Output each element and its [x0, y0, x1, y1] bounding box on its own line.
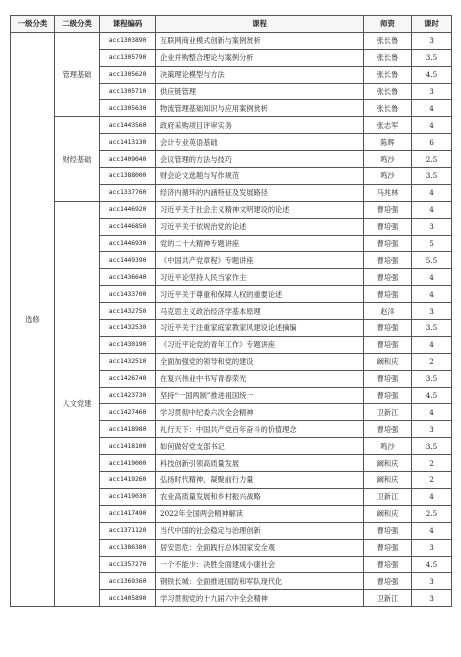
course-name: 物流管理基础知识与应用案例赏析 [156, 100, 364, 117]
course-teacher: 曹培强 [364, 573, 412, 590]
course-teacher: 曹培强 [364, 522, 412, 539]
course-teacher: 曹培强 [364, 235, 412, 252]
course-code: acc1413130 [100, 134, 156, 151]
course-teacher: 张志军 [364, 117, 412, 134]
course-hours: 4.5 [412, 387, 452, 404]
table-row [11, 117, 452, 134]
course-code: acc1446850 [100, 218, 156, 235]
course-code: acc1419030 [100, 488, 156, 505]
course-code: acc1305620 [100, 66, 156, 83]
course-teacher: 曹培强 [364, 336, 412, 353]
course-code: acc1305790 [100, 49, 156, 66]
course-teacher: 阚和庆 [364, 455, 412, 472]
course-code: acc1418100 [100, 438, 156, 455]
course-hours: 5 [412, 235, 452, 252]
course-hours: 3 [412, 539, 452, 556]
level2-category: 管理基础 [55, 32, 100, 116]
course-code: acc1443560 [100, 117, 156, 134]
course-teacher: 张长鲁 [364, 100, 412, 117]
course-hours: 4 [412, 404, 452, 421]
course-teacher: 曹培强 [364, 218, 412, 235]
course-code: acc1426740 [100, 370, 156, 387]
course-hours: 4 [412, 269, 452, 286]
header-level1: 一级分类 [11, 16, 55, 33]
course-teacher: 卫新江 [364, 404, 412, 421]
table-row [11, 32, 452, 49]
course-code: acc1305710 [100, 83, 156, 100]
course-name: 会议管理的方法与技巧 [156, 151, 364, 168]
course-code: acc1305630 [100, 100, 156, 117]
course-hours: 6 [412, 134, 452, 151]
course-code: acc1449390 [100, 252, 156, 269]
course-name: 钢铁长城：全面推进国防和军队现代化 [156, 573, 364, 590]
header-level2: 二级分类 [55, 16, 100, 33]
course-name: 经济内循环的内涵特征及发展路径 [156, 184, 364, 201]
course-name: 马克思主义政治经济学基本原理 [156, 303, 364, 320]
course-name: 如何做好党支部书记 [156, 438, 364, 455]
course-teacher: 张长鲁 [364, 66, 412, 83]
course-teacher: 张长鲁 [364, 32, 412, 49]
course-name: 全面加强党的领导和党的建设 [156, 353, 364, 370]
course-name: 《中国共产党章程》专题讲座 [156, 252, 364, 269]
course-code: acc1357270 [100, 556, 156, 573]
course-name: 会计专业英语基础 [156, 134, 364, 151]
course-hours: 2 [412, 472, 452, 489]
course-teacher: 阚和庆 [364, 505, 412, 522]
course-code: acc1423730 [100, 387, 156, 404]
course-name: 一个不能少：决胜全面建成小康社会 [156, 556, 364, 573]
course-hours: 4 [412, 286, 452, 303]
course-teacher: 张长鲁 [364, 49, 412, 66]
course-code: acc1433700 [100, 286, 156, 303]
table-row [11, 201, 452, 218]
course-table-container [10, 15, 451, 607]
course-hours: 2.5 [412, 505, 452, 522]
course-name: 礼行天下：中国共产党百年奋斗的价值理念 [156, 421, 364, 438]
course-teacher: 曹培强 [364, 370, 412, 387]
course-code: acc1432510 [100, 353, 156, 370]
course-teacher: 曹培强 [364, 286, 412, 303]
course-code: acc1388000 [100, 168, 156, 185]
course-teacher: 卫新江 [364, 488, 412, 505]
course-name: 决策理论模型与方法 [156, 66, 364, 83]
course-teacher: 曹培强 [364, 556, 412, 573]
course-hours: 3 [412, 218, 452, 235]
course-name: 弘扬时代精神，凝聚前行力量 [156, 472, 364, 489]
course-name: 企业并购整合理论与案例分析 [156, 49, 364, 66]
course-teacher: 鸣沙 [364, 438, 412, 455]
course-code: acc1371120 [100, 522, 156, 539]
course-name: 财会论文选题与写作规范 [156, 168, 364, 185]
course-teacher: 曹培强 [364, 252, 412, 269]
course-hours: 3.5 [412, 438, 452, 455]
table-body [11, 32, 452, 606]
course-name: 科技创新引领高质量发展 [156, 455, 364, 472]
course-code: acc1432530 [100, 320, 156, 337]
course-hours: 3.5 [412, 168, 452, 185]
course-teacher: 曹培强 [364, 201, 412, 218]
course-hours: 4 [412, 184, 452, 201]
course-name: 当代中国的社会稳定与治理创新 [156, 522, 364, 539]
course-code: acc1432750 [100, 303, 156, 320]
course-code: acc1337760 [100, 184, 156, 201]
course-hours: 4.5 [412, 66, 452, 83]
course-name: 学习贯彻党的十九届六中全会精神 [156, 590, 364, 607]
course-name: 居安思危：全面践行总体国家安全观 [156, 539, 364, 556]
course-teacher: 曹培强 [364, 269, 412, 286]
course-code: acc1369360 [100, 573, 156, 590]
course-name: 互联网商业模式创新与案例赏析 [156, 32, 364, 49]
course-name: 坚持“一国两制”推进祖国统一 [156, 387, 364, 404]
course-code: acc1386380 [100, 539, 156, 556]
course-code: acc1436640 [100, 269, 156, 286]
course-code: acc1303890 [100, 32, 156, 49]
course-hours: 4 [412, 117, 452, 134]
course-teacher: 张长鲁 [364, 83, 412, 100]
course-teacher: 鸣沙 [364, 168, 412, 185]
course-teacher: 鸣沙 [364, 151, 412, 168]
course-teacher: 曹培强 [364, 387, 412, 404]
course-code: acc1419000 [100, 455, 156, 472]
level1-category: 选修 [11, 32, 55, 606]
course-hours: 3 [412, 573, 452, 590]
course-name: 政府采购项目评审实务 [156, 117, 364, 134]
course-name: 学习贯彻中纪委六次全会精神 [156, 404, 364, 421]
course-hours: 4 [412, 488, 452, 505]
course-hours: 4 [412, 336, 452, 353]
course-hours: 5.5 [412, 252, 452, 269]
course-code: acc1419260 [100, 472, 156, 489]
course-teacher: 赵洋 [364, 303, 412, 320]
course-name: 习近平关于注重家庭家教家风建设论述摘编 [156, 320, 364, 337]
course-hours: 3 [412, 32, 452, 49]
course-name: 习近平论坚持人民当家作主 [156, 269, 364, 286]
course-name: 供应链管理 [156, 83, 364, 100]
course-hours: 3 [412, 590, 452, 607]
course-hours: 4 [412, 522, 452, 539]
header-code: 课程编码 [100, 16, 156, 33]
course-hours: 3 [412, 303, 452, 320]
course-name: 习近平关于社会主义精神文明建设的论述 [156, 201, 364, 218]
course-hours: 4.5 [412, 556, 452, 573]
course-name: 农业高质量发展和乡村振兴战略 [156, 488, 364, 505]
course-hours: 4 [412, 100, 452, 117]
course-teacher: 阚和庆 [364, 353, 412, 370]
course-code: acc1446920 [100, 201, 156, 218]
course-code: acc1409040 [100, 151, 156, 168]
course-teacher: 曹培强 [364, 320, 412, 337]
header-hours: 课时 [412, 16, 452, 33]
course-name: 党的二十大精神专题讲座 [156, 235, 364, 252]
course-name: 习近平关于尊重和保障人权的重要论述 [156, 286, 364, 303]
course-teacher: 马兆林 [364, 184, 412, 201]
course-hours: 3 [412, 83, 452, 100]
course-hours: 2 [412, 353, 452, 370]
course-hours: 4 [412, 201, 452, 218]
course-teacher: 曹培强 [364, 539, 412, 556]
course-hours: 2 [412, 455, 452, 472]
course-name: 2022年全国两会精神解读 [156, 505, 364, 522]
course-code: acc1446930 [100, 235, 156, 252]
course-name: 在复兴伟业中书写青春荣光 [156, 370, 364, 387]
course-teacher: 陈辉 [364, 134, 412, 151]
course-table [10, 15, 452, 607]
course-hours: 3.5 [412, 370, 452, 387]
course-teacher: 卫新江 [364, 590, 412, 607]
course-hours: 3.5 [412, 49, 452, 66]
course-teacher: 曹培强 [364, 421, 412, 438]
level2-category: 财经基础 [55, 117, 100, 201]
course-hours: 2.5 [412, 151, 452, 168]
header-teacher: 师资 [364, 16, 412, 33]
course-teacher: 阚和庆 [364, 472, 412, 489]
course-name: 习近平关于依规治党的论述 [156, 218, 364, 235]
course-code: acc1417490 [100, 505, 156, 522]
course-code: acc1427460 [100, 404, 156, 421]
level2-category: 人文党建 [55, 201, 100, 606]
course-code: acc1430190 [100, 336, 156, 353]
header-row [11, 16, 452, 33]
course-name: 《习近平论党的青年工作》专题讲座 [156, 336, 364, 353]
course-code: acc1405890 [100, 590, 156, 607]
course-code: acc1418980 [100, 421, 156, 438]
course-hours: 3.5 [412, 320, 452, 337]
header-course: 课程 [156, 16, 364, 33]
course-hours: 3 [412, 421, 452, 438]
